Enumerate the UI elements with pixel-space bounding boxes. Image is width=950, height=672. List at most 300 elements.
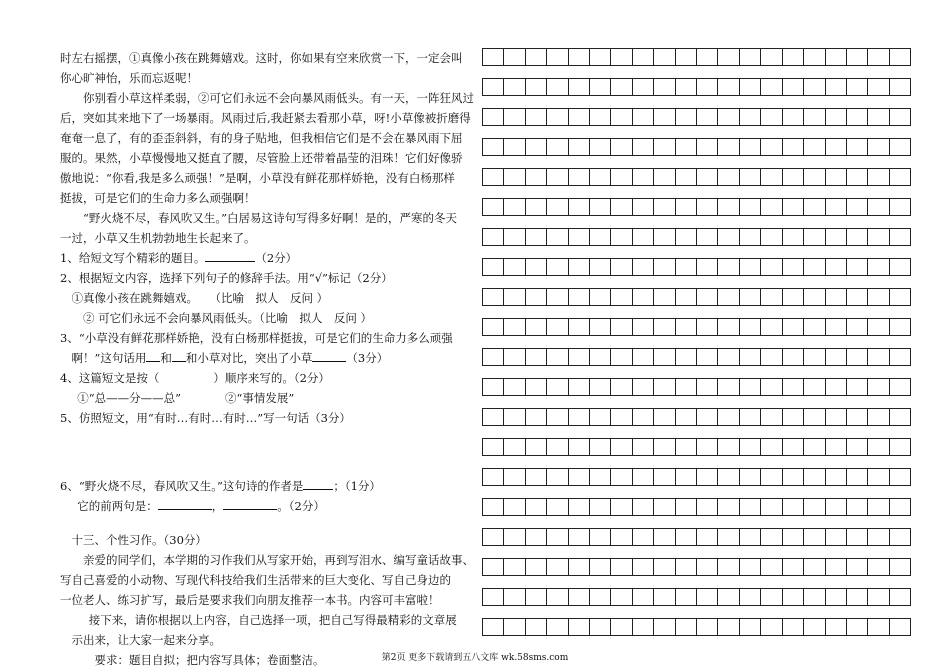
grid-cell[interactable]	[483, 559, 504, 575]
grid-cell[interactable]	[890, 559, 910, 575]
grid-cell[interactable]	[504, 169, 525, 185]
grid-row[interactable]	[482, 48, 911, 66]
grid-cell[interactable]	[547, 259, 568, 275]
grid-cell[interactable]	[697, 169, 718, 185]
grid-cell[interactable]	[826, 109, 847, 125]
grid-cell[interactable]	[804, 589, 825, 605]
grid-row[interactable]	[482, 498, 911, 516]
grid-cell[interactable]	[611, 259, 632, 275]
grid-cell[interactable]	[718, 229, 739, 245]
grid-cell[interactable]	[740, 139, 761, 155]
grid-cell[interactable]	[804, 169, 825, 185]
grid-row[interactable]	[482, 378, 911, 396]
grid-cell[interactable]	[826, 169, 847, 185]
grid-cell[interactable]	[590, 109, 611, 125]
grid-cell[interactable]	[483, 619, 504, 635]
grid-cell[interactable]	[654, 79, 675, 95]
grid-cell[interactable]	[740, 409, 761, 425]
grid-cell[interactable]	[633, 619, 654, 635]
grid-cell[interactable]	[847, 289, 868, 305]
grid-cell[interactable]	[697, 619, 718, 635]
grid-row[interactable]	[482, 78, 911, 96]
grid-cell[interactable]	[654, 259, 675, 275]
grid-cell[interactable]	[890, 619, 910, 635]
grid-row[interactable]	[482, 228, 911, 246]
compare-blank-1[interactable]	[146, 349, 160, 362]
grid-cell[interactable]	[847, 259, 868, 275]
grid-cell[interactable]	[547, 469, 568, 485]
grid-cell[interactable]	[740, 319, 761, 335]
grid-cell[interactable]	[804, 529, 825, 545]
grid-cell[interactable]	[718, 499, 739, 515]
grid-cell[interactable]	[783, 589, 804, 605]
grid-cell[interactable]	[804, 439, 825, 455]
grid-cell[interactable]	[526, 49, 547, 65]
grid-cell[interactable]	[761, 589, 782, 605]
grid-cell[interactable]	[633, 409, 654, 425]
grid-cell[interactable]	[676, 319, 697, 335]
grid-cell[interactable]	[718, 619, 739, 635]
grid-cell[interactable]	[676, 529, 697, 545]
grid-cell[interactable]	[783, 229, 804, 245]
grid-row[interactable]	[482, 438, 911, 456]
grid-cell[interactable]	[483, 589, 504, 605]
grid-cell[interactable]	[611, 199, 632, 215]
grid-cell[interactable]	[847, 319, 868, 335]
grid-cell[interactable]	[847, 109, 868, 125]
grid-row[interactable]	[482, 138, 911, 156]
grid-cell[interactable]	[847, 139, 868, 155]
grid-cell[interactable]	[676, 169, 697, 185]
grid-cell[interactable]	[590, 199, 611, 215]
grid-cell[interactable]	[761, 499, 782, 515]
grid-cell[interactable]	[547, 349, 568, 365]
grid-cell[interactable]	[740, 529, 761, 545]
grid-cell[interactable]	[804, 469, 825, 485]
grid-cell[interactable]	[483, 229, 504, 245]
grid-cell[interactable]	[547, 439, 568, 455]
grid-cell[interactable]	[590, 79, 611, 95]
grid-row[interactable]	[482, 108, 911, 126]
grid-cell[interactable]	[526, 199, 547, 215]
grid-cell[interactable]	[718, 439, 739, 455]
grid-cell[interactable]	[633, 319, 654, 335]
grid-cell[interactable]	[654, 559, 675, 575]
grid-cell[interactable]	[804, 559, 825, 575]
grid-cell[interactable]	[590, 559, 611, 575]
grid-cell[interactable]	[547, 109, 568, 125]
grid-cell[interactable]	[654, 139, 675, 155]
grid-cell[interactable]	[590, 379, 611, 395]
grid-cell[interactable]	[847, 409, 868, 425]
grid-cell[interactable]	[526, 349, 547, 365]
grid-cell[interactable]	[569, 439, 590, 455]
grid-cell[interactable]	[654, 439, 675, 455]
grid-cell[interactable]	[761, 559, 782, 575]
grid-cell[interactable]	[569, 499, 590, 515]
grid-cell[interactable]	[547, 229, 568, 245]
grid-cell[interactable]	[718, 349, 739, 365]
grid-cell[interactable]	[633, 289, 654, 305]
grid-cell[interactable]	[569, 319, 590, 335]
grid-cell[interactable]	[633, 229, 654, 245]
grid-row[interactable]	[482, 168, 911, 186]
grid-cell[interactable]	[483, 109, 504, 125]
grid-cell[interactable]	[611, 229, 632, 245]
grid-cell[interactable]	[483, 169, 504, 185]
grid-cell[interactable]	[868, 139, 889, 155]
grid-cell[interactable]	[590, 499, 611, 515]
grid-cell[interactable]	[611, 139, 632, 155]
grid-cell[interactable]	[826, 499, 847, 515]
grid-cell[interactable]	[547, 79, 568, 95]
grid-cell[interactable]	[826, 49, 847, 65]
grid-cell[interactable]	[761, 529, 782, 545]
grid-cell[interactable]	[783, 349, 804, 365]
grid-cell[interactable]	[633, 109, 654, 125]
grid-cell[interactable]	[611, 289, 632, 305]
grid-cell[interactable]	[654, 49, 675, 65]
grid-cell[interactable]	[654, 409, 675, 425]
grid-cell[interactable]	[868, 169, 889, 185]
grid-cell[interactable]	[483, 199, 504, 215]
grid-cell[interactable]	[654, 349, 675, 365]
grid-cell[interactable]	[526, 169, 547, 185]
grid-cell[interactable]	[676, 439, 697, 455]
grid-cell[interactable]	[761, 169, 782, 185]
grid-cell[interactable]	[504, 229, 525, 245]
grid-cell[interactable]	[611, 79, 632, 95]
grid-cell[interactable]	[483, 139, 504, 155]
grid-cell[interactable]	[868, 49, 889, 65]
grid-cell[interactable]	[654, 169, 675, 185]
grid-cell[interactable]	[890, 169, 910, 185]
grid-cell[interactable]	[676, 199, 697, 215]
grid-cell[interactable]	[590, 349, 611, 365]
grid-cell[interactable]	[847, 619, 868, 635]
grid-cell[interactable]	[761, 439, 782, 455]
grid-cell[interactable]	[569, 289, 590, 305]
grid-cell[interactable]	[654, 199, 675, 215]
grid-cell[interactable]	[783, 199, 804, 215]
grid-cell[interactable]	[783, 319, 804, 335]
grid-cell[interactable]	[590, 49, 611, 65]
grid-cell[interactable]	[483, 409, 504, 425]
grid-cell[interactable]	[761, 199, 782, 215]
grid-cell[interactable]	[504, 379, 525, 395]
grid-cell[interactable]	[761, 109, 782, 125]
grid-cell[interactable]	[740, 439, 761, 455]
grid-cell[interactable]	[740, 199, 761, 215]
grid-cell[interactable]	[611, 559, 632, 575]
grid-cell[interactable]	[697, 109, 718, 125]
grid-cell[interactable]	[526, 559, 547, 575]
grid-cell[interactable]	[504, 409, 525, 425]
grid-cell[interactable]	[890, 469, 910, 485]
grid-cell[interactable]	[504, 259, 525, 275]
grid-cell[interactable]	[890, 499, 910, 515]
grid-cell[interactable]	[718, 319, 739, 335]
grid-cell[interactable]	[483, 349, 504, 365]
grid-cell[interactable]	[483, 379, 504, 395]
grid-cell[interactable]	[547, 319, 568, 335]
grid-cell[interactable]	[654, 589, 675, 605]
grid-cell[interactable]	[718, 379, 739, 395]
grid-cell[interactable]	[654, 379, 675, 395]
grid-cell[interactable]	[804, 349, 825, 365]
grid-cell[interactable]	[526, 589, 547, 605]
grid-cell[interactable]	[590, 229, 611, 245]
grid-cell[interactable]	[868, 469, 889, 485]
grid-cell[interactable]	[740, 49, 761, 65]
grid-cell[interactable]	[569, 379, 590, 395]
grid-cell[interactable]	[504, 439, 525, 455]
grid-cell[interactable]	[890, 529, 910, 545]
grid-cell[interactable]	[697, 229, 718, 245]
grid-cell[interactable]	[569, 109, 590, 125]
grid-cell[interactable]	[783, 529, 804, 545]
grid-cell[interactable]	[718, 139, 739, 155]
grid-cell[interactable]	[868, 559, 889, 575]
grid-cell[interactable]	[504, 589, 525, 605]
grid-cell[interactable]	[526, 439, 547, 455]
grid-cell[interactable]	[783, 139, 804, 155]
grid-cell[interactable]	[697, 349, 718, 365]
grid-row[interactable]	[482, 318, 911, 336]
grid-cell[interactable]	[504, 559, 525, 575]
grid-cell[interactable]	[633, 469, 654, 485]
grid-cell[interactable]	[847, 79, 868, 95]
grid-cell[interactable]	[740, 79, 761, 95]
grid-cell[interactable]	[868, 349, 889, 365]
grid-cell[interactable]	[718, 289, 739, 305]
grid-row[interactable]	[482, 618, 911, 636]
grid-cell[interactable]	[804, 379, 825, 395]
grid-cell[interactable]	[483, 49, 504, 65]
grid-cell[interactable]	[847, 469, 868, 485]
grid-cell[interactable]	[676, 619, 697, 635]
poem-line-blank-2[interactable]	[223, 497, 277, 510]
grid-cell[interactable]	[611, 319, 632, 335]
grid-cell[interactable]	[590, 529, 611, 545]
grid-cell[interactable]	[526, 469, 547, 485]
grid-cell[interactable]	[890, 79, 910, 95]
grid-cell[interactable]	[740, 589, 761, 605]
grid-cell[interactable]	[847, 439, 868, 455]
grid-cell[interactable]	[783, 499, 804, 515]
grid-cell[interactable]	[826, 349, 847, 365]
grid-cell[interactable]	[740, 499, 761, 515]
grid-cell[interactable]	[633, 439, 654, 455]
grid-cell[interactable]	[526, 289, 547, 305]
grid-cell[interactable]	[826, 259, 847, 275]
grid-cell[interactable]	[697, 379, 718, 395]
grid-cell[interactable]	[526, 529, 547, 545]
grid-cell[interactable]	[611, 379, 632, 395]
grid-cell[interactable]	[483, 499, 504, 515]
grid-cell[interactable]	[547, 139, 568, 155]
grid-cell[interactable]	[697, 529, 718, 545]
grid-cell[interactable]	[654, 229, 675, 245]
grid-cell[interactable]	[740, 619, 761, 635]
grid-cell[interactable]	[761, 229, 782, 245]
grid-cell[interactable]	[483, 289, 504, 305]
grid-cell[interactable]	[676, 559, 697, 575]
grid-cell[interactable]	[590, 409, 611, 425]
grid-cell[interactable]	[504, 109, 525, 125]
grid-cell[interactable]	[633, 499, 654, 515]
grid-cell[interactable]	[868, 259, 889, 275]
grid-cell[interactable]	[826, 289, 847, 305]
grid-cell[interactable]	[654, 499, 675, 515]
grid-cell[interactable]	[676, 259, 697, 275]
grid-cell[interactable]	[761, 409, 782, 425]
grid-cell[interactable]	[761, 349, 782, 365]
grid-cell[interactable]	[504, 319, 525, 335]
grid-cell[interactable]	[569, 589, 590, 605]
grid-cell[interactable]	[504, 289, 525, 305]
grid-cell[interactable]	[611, 499, 632, 515]
grid-cell[interactable]	[868, 589, 889, 605]
grid-cell[interactable]	[868, 439, 889, 455]
grid-cell[interactable]	[547, 379, 568, 395]
answer-space[interactable]	[60, 428, 470, 476]
grid-cell[interactable]	[526, 409, 547, 425]
grid-cell[interactable]	[804, 259, 825, 275]
grid-cell[interactable]	[890, 409, 910, 425]
grid-cell[interactable]	[633, 559, 654, 575]
grid-cell[interactable]	[868, 319, 889, 335]
title-answer-blank[interactable]	[205, 249, 255, 262]
grid-cell[interactable]	[633, 79, 654, 95]
grid-cell[interactable]	[633, 349, 654, 365]
grid-cell[interactable]	[826, 319, 847, 335]
grid-cell[interactable]	[547, 409, 568, 425]
grid-cell[interactable]	[761, 79, 782, 95]
grid-cell[interactable]	[633, 379, 654, 395]
grid-cell[interactable]	[868, 379, 889, 395]
grid-cell[interactable]	[761, 319, 782, 335]
grid-cell[interactable]	[633, 259, 654, 275]
grid-cell[interactable]	[740, 289, 761, 305]
grid-cell[interactable]	[676, 469, 697, 485]
grid-cell[interactable]	[826, 409, 847, 425]
grid-cell[interactable]	[826, 139, 847, 155]
grid-cell[interactable]	[718, 49, 739, 65]
grid-cell[interactable]	[847, 49, 868, 65]
grid-cell[interactable]	[611, 109, 632, 125]
grid-cell[interactable]	[504, 79, 525, 95]
grid-cell[interactable]	[569, 49, 590, 65]
grid-cell[interactable]	[868, 619, 889, 635]
grid-cell[interactable]	[761, 469, 782, 485]
grid-cell[interactable]	[826, 79, 847, 95]
grid-cell[interactable]	[783, 619, 804, 635]
grid-cell[interactable]	[804, 619, 825, 635]
grid-cell[interactable]	[868, 229, 889, 245]
grid-cell[interactable]	[697, 289, 718, 305]
grid-cell[interactable]	[890, 199, 910, 215]
grid-cell[interactable]	[826, 559, 847, 575]
grid-cell[interactable]	[633, 49, 654, 65]
grid-row[interactable]	[482, 468, 911, 486]
grid-cell[interactable]	[676, 79, 697, 95]
grid-cell[interactable]	[526, 79, 547, 95]
grid-cell[interactable]	[804, 199, 825, 215]
grid-cell[interactable]	[826, 199, 847, 215]
grid-cell[interactable]	[804, 289, 825, 305]
grid-cell[interactable]	[783, 289, 804, 305]
grid-cell[interactable]	[676, 49, 697, 65]
grid-cell[interactable]	[890, 439, 910, 455]
grid-cell[interactable]	[804, 49, 825, 65]
grid-cell[interactable]	[826, 589, 847, 605]
grid-cell[interactable]	[783, 379, 804, 395]
grid-cell[interactable]	[697, 589, 718, 605]
grid-cell[interactable]	[718, 469, 739, 485]
grid-cell[interactable]	[890, 289, 910, 305]
grid-cell[interactable]	[804, 229, 825, 245]
grid-row[interactable]	[482, 258, 911, 276]
grid-cell[interactable]	[697, 259, 718, 275]
grid-cell[interactable]	[676, 139, 697, 155]
grid-cell[interactable]	[740, 559, 761, 575]
grid-cell[interactable]	[868, 109, 889, 125]
grid-cell[interactable]	[847, 379, 868, 395]
grid-cell[interactable]	[847, 559, 868, 575]
grid-cell[interactable]	[847, 349, 868, 365]
grid-cell[interactable]	[783, 469, 804, 485]
grid-cell[interactable]	[547, 619, 568, 635]
grid-cell[interactable]	[676, 589, 697, 605]
grid-cell[interactable]	[697, 49, 718, 65]
grid-cell[interactable]	[890, 589, 910, 605]
grid-cell[interactable]	[483, 439, 504, 455]
grid-cell[interactable]	[504, 49, 525, 65]
grid-cell[interactable]	[847, 199, 868, 215]
grid-cell[interactable]	[676, 379, 697, 395]
grid-cell[interactable]	[633, 589, 654, 605]
grid-cell[interactable]	[676, 109, 697, 125]
grid-cell[interactable]	[804, 109, 825, 125]
grid-cell[interactable]	[890, 49, 910, 65]
grid-row[interactable]	[482, 288, 911, 306]
composition-grid[interactable]	[482, 48, 911, 648]
grid-cell[interactable]	[526, 619, 547, 635]
grid-row[interactable]	[482, 198, 911, 216]
grid-row[interactable]	[482, 588, 911, 606]
grid-cell[interactable]	[761, 379, 782, 395]
poem-line-blank-1[interactable]	[158, 497, 212, 510]
grid-cell[interactable]	[697, 559, 718, 575]
grid-cell[interactable]	[569, 79, 590, 95]
grid-cell[interactable]	[740, 229, 761, 245]
grid-cell[interactable]	[569, 259, 590, 275]
grid-cell[interactable]	[676, 409, 697, 425]
grid-cell[interactable]	[847, 529, 868, 545]
grid-cell[interactable]	[633, 169, 654, 185]
grid-cell[interactable]	[483, 259, 504, 275]
grid-cell[interactable]	[868, 289, 889, 305]
grid-cell[interactable]	[847, 169, 868, 185]
grid-cell[interactable]	[890, 379, 910, 395]
grid-cell[interactable]	[569, 139, 590, 155]
grid-cell[interactable]	[547, 289, 568, 305]
grid-cell[interactable]	[697, 409, 718, 425]
grid-cell[interactable]	[761, 49, 782, 65]
grid-cell[interactable]	[654, 469, 675, 485]
grid-cell[interactable]	[868, 79, 889, 95]
